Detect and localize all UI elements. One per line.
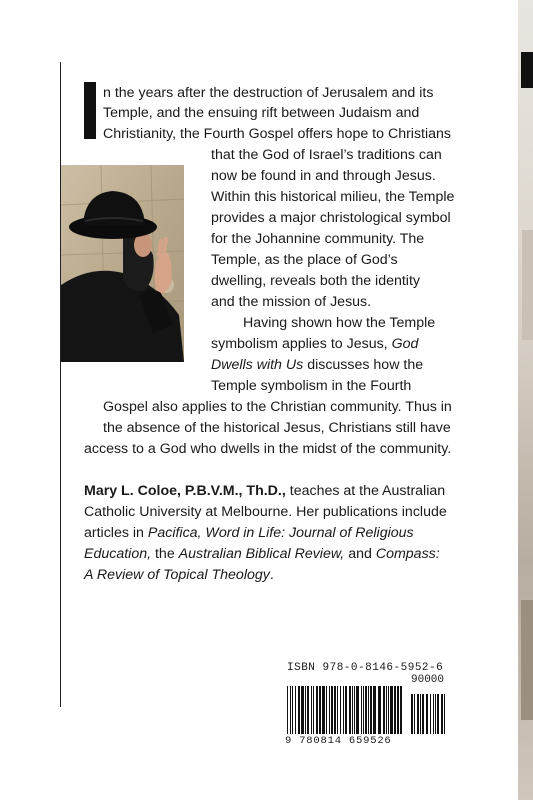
bio-line-4-text-a: the xyxy=(151,546,179,562)
barcode-bar xyxy=(326,686,327,734)
barcode-bar xyxy=(363,686,364,734)
barcode-bar xyxy=(298,686,300,734)
bio-line-3-text: articles in xyxy=(84,525,148,541)
barcode-bar xyxy=(316,686,318,734)
body-line-17: the absence of the historical Jesus, Christians still have xyxy=(103,420,451,436)
barcode-bar xyxy=(386,686,387,734)
body-line-14 xyxy=(211,355,423,375)
barcode-bar xyxy=(349,686,351,734)
left-vertical-rule xyxy=(60,62,61,707)
price-barcode-bar xyxy=(430,694,431,734)
bio-line-5 xyxy=(84,565,274,585)
body-line-1: n the years after the destruction of Jerusalem and its xyxy=(103,85,434,101)
publication-education: Education, xyxy=(84,546,152,562)
barcode-bar xyxy=(313,686,314,734)
barcode-bar xyxy=(319,686,321,734)
barcode-bar xyxy=(295,686,296,734)
bio-line-5-period: . xyxy=(269,567,274,583)
barcode-bar xyxy=(400,686,402,734)
barcode-bar xyxy=(334,686,336,734)
body-line-9: Temple, as the place of God’s xyxy=(211,252,398,268)
barcode-bar xyxy=(370,686,372,734)
price-barcode-bar xyxy=(420,694,421,734)
body-line-7: provides a major christological symbol xyxy=(211,210,451,226)
barcode-bar xyxy=(388,686,389,734)
body-line-4: that the God of Israel’s traditions can xyxy=(211,147,442,163)
price-barcode-bar xyxy=(417,694,419,734)
barcode-digits: 9 780814 659526 xyxy=(285,735,392,747)
barcode-bar xyxy=(301,686,304,734)
barcode-bar xyxy=(373,686,376,734)
bio-line-2: Catholic University at Melbourne. Her publications include xyxy=(84,504,447,520)
body-line-13 xyxy=(211,334,418,354)
price-barcode-bar xyxy=(422,694,424,734)
spine-mark-light xyxy=(522,230,533,340)
publication-compass-subtitle: A Review of Topical Theology xyxy=(84,567,270,583)
barcode-bar xyxy=(337,686,338,734)
barcode-bar xyxy=(292,686,293,734)
bio-line-3 xyxy=(84,523,414,543)
barcode-bar xyxy=(397,686,399,734)
barcode-bar xyxy=(290,686,291,734)
price-barcode-bar xyxy=(441,694,443,734)
barcode-bar xyxy=(378,686,381,734)
barcode-bars xyxy=(285,686,447,736)
isbn-number: ISBN 978-0-8146-5952-6 xyxy=(287,662,444,674)
body-line-3: Christianity, the Fourth Gospel offers hope to Christians xyxy=(103,126,452,142)
drop-cap-letter-i xyxy=(84,82,96,139)
price-barcode-bar xyxy=(444,694,445,734)
price-barcode-bar xyxy=(414,694,415,734)
barcode-bar xyxy=(383,686,385,734)
body-line-12: Having shown how the Temple xyxy=(243,315,436,331)
bio-line-4-text-b: and xyxy=(344,546,376,562)
publication-abr: Australian Biblical Review, xyxy=(178,546,345,562)
body-line-15: Temple symbolism in the Fourth xyxy=(211,378,412,394)
body-line-2: Temple, and the ensuing rift between Judaism and xyxy=(103,105,420,121)
publication-pacifica: Pacifica, Word in Life: Journal of Religious xyxy=(147,525,414,541)
isbn-barcode xyxy=(285,662,447,748)
barcode-bar xyxy=(311,686,312,734)
book-title-part-2: Dwells with Us xyxy=(211,357,304,373)
barcode-bar xyxy=(352,686,353,734)
author-name: Mary L. Coloe, P.B.V.M., Th.D., xyxy=(84,483,286,499)
price-code: 90000 xyxy=(411,674,445,686)
barcode-bar xyxy=(390,686,393,734)
body-line-14-text: discusses how the xyxy=(307,357,424,373)
body-line-16: Gospel also applies to the Christian community. Thus in xyxy=(103,399,452,415)
price-barcode-bar xyxy=(426,694,428,734)
barcode-bar xyxy=(345,686,347,734)
bio-line-1 xyxy=(84,481,445,501)
barcode-bar xyxy=(287,686,288,734)
barcode-bar xyxy=(305,686,306,734)
spine-mark-lower xyxy=(521,600,533,720)
barcode-bar xyxy=(331,686,333,734)
barcode-bar xyxy=(307,686,309,734)
barcode-bar xyxy=(394,686,396,734)
body-line-18: access to a God who dwells in the midst of the community. xyxy=(84,441,452,457)
body-line-6: Within this historical milieu, the Temple xyxy=(211,189,455,205)
barcode-bar xyxy=(368,686,369,734)
body-line-13-text: symbolism applies to Jesus, xyxy=(211,336,388,352)
barcode-bar xyxy=(343,686,344,734)
barcode-bar xyxy=(356,686,359,734)
body-line-11: and the mission of Jesus. xyxy=(211,294,372,310)
price-barcode-bar xyxy=(433,694,434,734)
book-title-part-1: God xyxy=(391,336,419,352)
barcode-bar xyxy=(365,686,367,734)
body-line-8: for the Johannine community. The xyxy=(211,231,425,247)
price-barcode-bar xyxy=(435,694,436,734)
barcode-bar xyxy=(340,686,341,734)
barcode-bar xyxy=(354,686,355,734)
bio-line-4 xyxy=(84,544,440,564)
publication-compass: Compass: xyxy=(375,546,440,562)
body-line-10: dwelling, reveals both the identity xyxy=(211,273,420,289)
praying-man-photo xyxy=(61,165,184,362)
bio-line-1-text: teaches at the Australian xyxy=(285,483,446,499)
price-barcode-bar xyxy=(411,694,413,734)
barcode-bar xyxy=(361,686,362,734)
body-line-5: now be found in and through Jesus. xyxy=(211,168,436,184)
spine-mark-dark xyxy=(521,52,533,88)
barcode-bar xyxy=(329,686,330,734)
barcode-bar xyxy=(322,686,325,734)
price-barcode-bar xyxy=(437,694,439,734)
